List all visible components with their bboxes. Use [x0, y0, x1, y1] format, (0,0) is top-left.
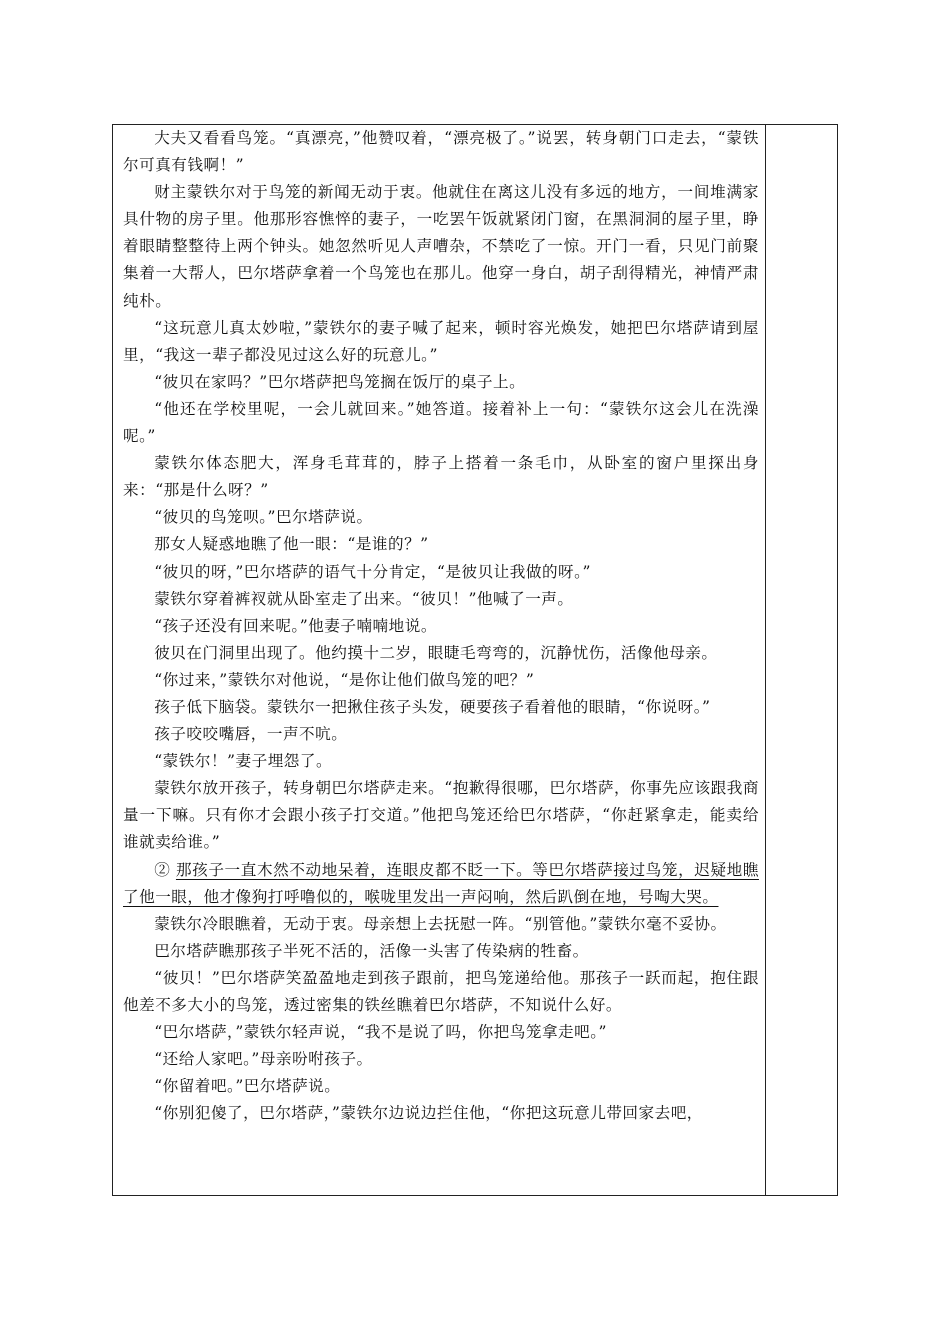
- paragraph: “彼贝的鸟笼呗。”巴尔塔萨说。: [154, 508, 373, 527]
- paragraph: 蒙铁尔放开孩子，转身朝巴尔塔萨走来。“抱歉得很哪，巴尔塔萨，你事先应该跟我商量一下嘛。只有你才会跟小孩子打交道。”他把鸟笼还给巴尔塔萨，“你赶紧拿走，能卖给谁就卖给谁。”: [123, 779, 759, 852]
- paragraph: “你留着吧。”巴尔塔萨说。: [154, 1077, 341, 1096]
- paragraph-marker: ②: [154, 860, 171, 879]
- paragraph: “你别犯傻了，巴尔塔萨，”蒙铁尔边说边拦住他，“你把这玩意儿带回家去吧，: [154, 1104, 703, 1123]
- paragraph: 蒙铁尔穿着裤衩就从卧室走了出来。“彼贝！”他喊了一声。: [154, 589, 574, 608]
- marked-paragraph: [123, 857, 759, 911]
- paragraph: 大夫又看看鸟笼。“真漂亮，”他赞叹着，“漂亮极了。”说罢，转身朝门口走去，“蒙铁尔可真有钱啊！”: [123, 129, 759, 175]
- paragraph: “还给人家吧。”母亲吩咐孩子。: [154, 1050, 373, 1069]
- paragraph: 孩子低下脑袋。蒙铁尔一把揪住孩子头发，硬要孩子看着他的眼睛，“你说呀。”: [154, 697, 711, 716]
- paragraph: “他还在学校里呢，一会儿就回来。”她答道。接着补上一句：“蒙铁尔这会儿在洗澡呢。”: [123, 399, 759, 446]
- paragraph: “巴尔塔萨，”蒙铁尔轻声说，“我不是说了吗，你把鸟笼拿走吧。”: [154, 1023, 608, 1042]
- paragraph: “你过来，”蒙铁尔对他说，“是你让他们做鸟笼的吧？”: [154, 670, 535, 689]
- paragraph: “这玩意儿真太妙啦，”蒙铁尔的妻子喊了起来，顿时容光焕发，她把巴尔塔萨请到屋里，“我这一辈子都没见过这么好的玩意儿。”: [123, 318, 759, 364]
- paragraph: 巴尔塔萨瞧那孩子半死不活的，活像一头害了传染病的牲畜。: [154, 941, 589, 960]
- paragraph: 孩子咬咬嘴唇，一声不吭。: [154, 725, 348, 744]
- paragraph: “蒙铁尔！”妻子埋怨了。: [154, 752, 333, 771]
- paragraph: “彼贝在家吗？”巴尔塔萨把鸟笼搁在饭厅的桌子上。: [154, 372, 526, 391]
- paragraph: 蒙铁尔冷眼瞧着，无动于衷。母亲想上去抚慰一阵。“别管他。”蒙铁尔毫不妥协。: [154, 914, 727, 933]
- reading-passage-cell: [113, 125, 766, 1195]
- text-table: [112, 124, 838, 1196]
- paragraph: 那女人疑惑地瞧了他一眼：“是谁的？”: [154, 535, 429, 554]
- paragraph: “彼贝！”巴尔塔萨笑盈盈地走到孩子跟前，把鸟笼递给他。那孩子一跃而起，抱住跟他差不多大小的鸟笼，透过密集的铁丝瞧着巴尔塔萨，不知说什么好。: [123, 968, 759, 1014]
- paragraph: 财主蒙铁尔对于鸟笼的新闻无动于衷。他就住在离这儿没有多远的地方，一间堆满家具什物的房子里。他那形容憔悴的妻子，一吃罢午饭就紧闭门窗，在黑洞洞的屋子里，睁着眼睛整整待上两个钟头。她忽然听见人声嘈杂，不禁吃了一惊。开门一看，只见门前聚集着一大帮人，巴尔塔萨拿着一个鸟笼也在那儿。他穿一身白，胡子刮得精光，神情严肃纯朴。: [123, 183, 759, 310]
- underlined-sentence: 那孩子一直木然不动地呆着，连眼皮都不眨一下。等巴尔塔萨接过鸟笼，迟疑地瞧了他一眼，他才像狗打呼噜似的，喉咙里发出一声闷响，然后趴倒在地，号啕大哭。: [123, 860, 759, 906]
- paragraph: “孩子还没有回来呢。”他妻子喃喃地说。: [154, 616, 437, 635]
- paragraph: “彼贝的呀，”巴尔塔萨的语气十分肯定，“是彼贝让我做的呀。”: [154, 562, 591, 581]
- paragraph: 蒙铁尔体态肥大，浑身毛茸茸的，脖子上搭着一条毛巾，从卧室的窗户里探出身来：“那是什么呀？”: [123, 454, 759, 500]
- paragraph: 彼贝在门洞里出现了。他约摸十二岁，眼睫毛弯弯的，沉静忧伤，活像他母亲。: [154, 643, 718, 662]
- notes-cell: [766, 125, 837, 1195]
